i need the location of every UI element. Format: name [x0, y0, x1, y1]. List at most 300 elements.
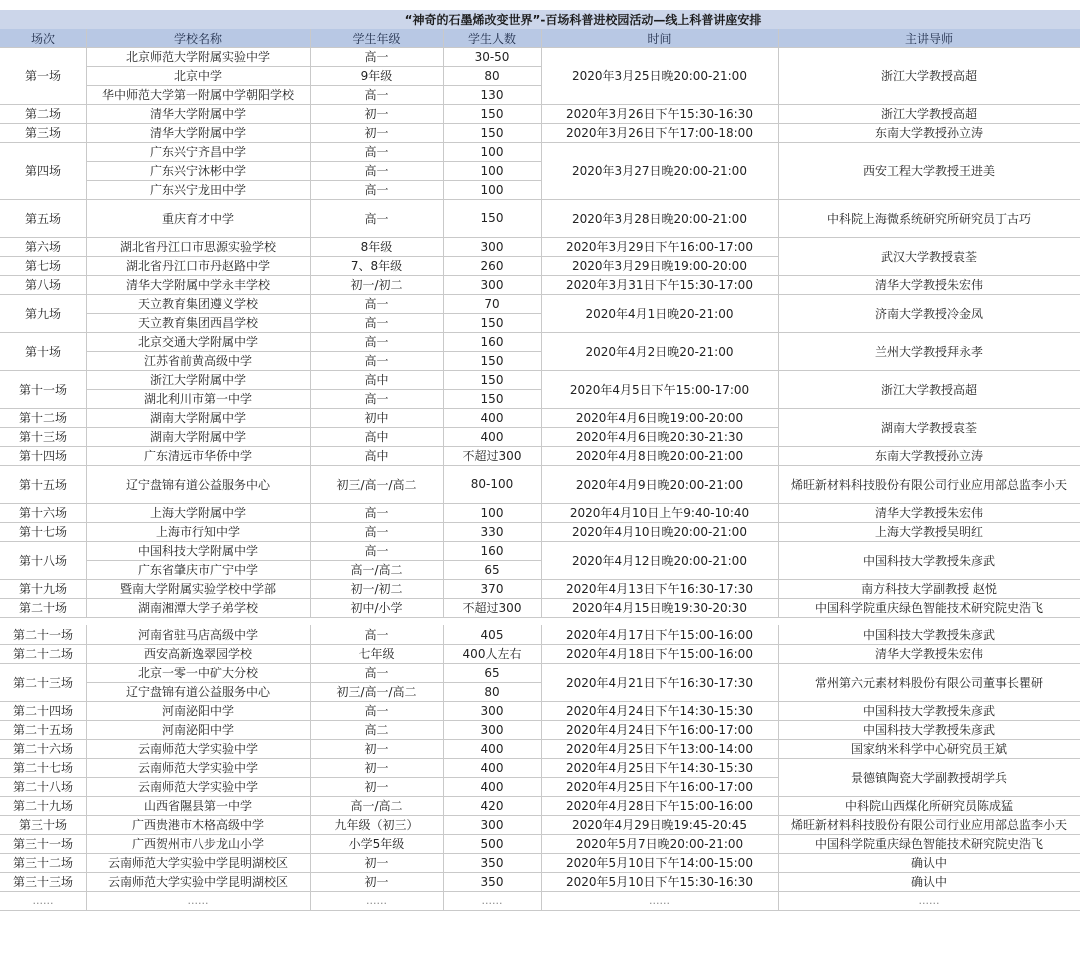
grid-line	[443, 720, 444, 739]
time-cell: 2020年4月2日晚20-21:00	[585, 344, 734, 359]
student-count: 150	[480, 315, 504, 330]
school-name: 河南泌阳中学	[161, 723, 234, 737]
student-count: 500	[480, 836, 504, 851]
school-name: 西安高新逸翠园学校	[143, 647, 252, 661]
grid-line	[778, 739, 779, 758]
grid-line	[86, 313, 541, 314]
grid-line	[86, 834, 87, 853]
grid-line	[86, 701, 87, 720]
student-count: 400	[480, 779, 504, 794]
grid-line	[778, 408, 779, 427]
mentor-cell: 清华大学教授朱宏伟	[874, 506, 983, 520]
grid-line	[310, 644, 311, 663]
session-label: 第十二场	[18, 411, 67, 425]
grid-line	[778, 644, 779, 663]
grade-cell: 初一/初二	[350, 278, 403, 292]
grade-cell: 初一	[364, 126, 389, 140]
student-count: 160	[480, 543, 504, 558]
grid-line	[541, 294, 542, 332]
session-label: 第四场	[24, 164, 61, 178]
time-cell: 2020年4月12日晚20:00-21:00	[572, 553, 747, 568]
grid-line	[778, 777, 779, 796]
grid-line	[778, 758, 779, 777]
mentor-cell: 烯旺新材料科技股份有限公司行业应用部总监李小天	[790, 477, 1067, 492]
grid-line	[443, 579, 444, 598]
grid-line	[778, 625, 779, 644]
mentor-cell: 南方科技大学副教授 赵悦	[861, 582, 997, 596]
grid-line	[778, 891, 779, 910]
grid-line	[86, 256, 87, 275]
time-cell: 2020年3月29日晚19:00-20:00	[572, 259, 747, 273]
grid-line	[310, 522, 311, 541]
mentor-cell: 浙江大学教授高超	[880, 69, 977, 83]
grid-line	[310, 237, 311, 256]
student-count: 100	[480, 144, 504, 159]
student-count: 300	[480, 703, 504, 718]
time-cell: 2020年3月26日下午15:30-16:30	[566, 107, 753, 121]
grade-cell: 9年级	[360, 69, 393, 83]
grid-line	[443, 663, 444, 701]
grade-cell: 初中/小学	[350, 601, 403, 615]
grid-line	[310, 104, 311, 123]
grid-line	[541, 701, 542, 720]
session-label: 第二十八场	[12, 780, 73, 794]
grid-line	[310, 427, 311, 446]
grade-cell: 高中	[364, 430, 389, 444]
student-count: 400	[480, 429, 504, 444]
mentor-cell: 东南大学教授孙立涛	[874, 126, 983, 140]
grid-line	[443, 891, 444, 910]
grade-cell: 初一	[364, 742, 389, 756]
time-cell: 2020年3月27日晚20:00-21:00	[572, 164, 747, 178]
time-cell: 2020年4月21日下午16:30-17:30	[566, 675, 753, 690]
grade-cell: 高一	[364, 145, 389, 159]
school-name: 清华大学附属中学	[149, 126, 246, 140]
school-name: 广西贺州市八步龙山小学	[131, 837, 264, 851]
session-label: 第二十四场	[12, 704, 73, 718]
grid-line	[86, 682, 541, 683]
grid-line	[778, 815, 779, 834]
mentor-cell: 浙江大学教授高超	[880, 382, 977, 397]
mentor-cell: 中国科学院重庆绿色智能技术研究院史浩飞	[814, 837, 1043, 851]
grid-line	[443, 465, 444, 503]
student-count: 65	[484, 562, 500, 577]
grid-line	[310, 541, 311, 579]
school-name: 中国科技大学附属中学	[137, 544, 258, 558]
grid-line	[541, 237, 542, 256]
grid-line	[86, 503, 87, 522]
grid-line	[443, 872, 444, 891]
mentor-cell: 中科院上海微系统研究所研究员丁古巧	[826, 211, 1031, 226]
grid-line	[310, 446, 311, 465]
grid-line	[778, 834, 779, 853]
grid-line	[541, 104, 542, 123]
session-label: 第五场	[24, 211, 61, 226]
grid-line	[310, 663, 311, 701]
grid-line	[541, 332, 542, 370]
grid-line	[86, 199, 87, 237]
school-name: 江苏省前黄高级中学	[143, 354, 252, 368]
mentor-cell: 济南大学教授冷金凤	[874, 306, 983, 321]
time-cell: 2020年4月25日下午16:00-17:00	[566, 780, 753, 794]
grid-line	[443, 29, 444, 47]
grid-line	[310, 796, 311, 815]
grid-line	[443, 256, 444, 275]
grid-line	[443, 408, 444, 427]
mentor-cell: 中国科技大学教授朱彦武	[862, 704, 995, 718]
grade-cell: 7、8年级	[350, 259, 403, 273]
grade-cell: 小学5年级	[348, 837, 405, 851]
session-label: 第二十三场	[12, 675, 73, 690]
time-cell: 2020年4月29日晚19:45-20:45	[572, 818, 747, 832]
grid-line	[86, 541, 87, 579]
grid-line	[0, 617, 778, 618]
grid-line	[541, 256, 542, 275]
grid-line	[86, 351, 541, 352]
student-count: 80-100	[470, 477, 514, 491]
grid-line	[541, 644, 542, 663]
mentor-cell: 浙江大学教授高超	[880, 107, 977, 121]
school-name: 云南师范大学实验中学	[137, 742, 258, 756]
grid-line	[86, 29, 87, 47]
student-count: 150	[480, 106, 504, 121]
grid-line	[778, 123, 779, 142]
time-cell: 2020年4月13日下午16:30-17:30	[566, 582, 753, 596]
grid-line	[310, 598, 311, 617]
grid-line	[443, 758, 444, 777]
grid-line	[86, 294, 87, 332]
grade-cell: 高一	[364, 354, 389, 368]
grid-line	[778, 853, 779, 872]
grade-cell: 高一	[364, 88, 389, 102]
session-label: 第六场	[24, 240, 61, 254]
grid-line	[443, 104, 444, 123]
school-name: 云南师范大学实验中学	[137, 780, 258, 794]
school-name: 华中师范大学第一附属中学朝阳学校	[101, 88, 294, 102]
grid-line	[541, 541, 542, 579]
header-grade: 学生年级	[352, 31, 401, 46]
grid-line	[778, 910, 1080, 911]
grid-line	[778, 29, 779, 47]
grid-line	[541, 427, 542, 446]
grid-line	[778, 446, 779, 465]
mentor-cell: 清华大学教授朱宏伟	[874, 647, 983, 661]
session-label: 第二十场	[18, 601, 67, 615]
grid-line	[541, 872, 542, 891]
time-cell: 2020年4月25日下午14:30-15:30	[566, 761, 753, 775]
grade-cell: 高一	[364, 704, 389, 718]
mentor-cell: 中国科技大学教授朱彦武	[862, 723, 995, 737]
grid-line	[310, 739, 311, 758]
grade-cell: 初一	[364, 107, 389, 121]
grade-cell: 高一	[364, 164, 389, 178]
time-cell: 2020年4月24日下午14:30-15:30	[566, 704, 753, 718]
grid-line	[443, 199, 444, 237]
grade-cell: 高一	[364, 666, 389, 680]
student-count: 300	[480, 817, 504, 832]
grid-line	[541, 891, 542, 910]
grid-line	[778, 522, 779, 541]
grid-line	[443, 739, 444, 758]
grid-line	[310, 758, 311, 777]
grade-cell: 初一	[364, 761, 389, 775]
mentor-cell: 上海大学教授吴明红	[874, 525, 983, 539]
header-row	[0, 29, 1080, 47]
grade-cell: 初三/高一/高二	[336, 477, 417, 492]
grid-line	[310, 853, 311, 872]
grid-line	[443, 237, 444, 256]
time-cell: 2020年4月25日下午13:00-14:00	[566, 742, 753, 756]
school-name: 北京一零一中矿大分校	[137, 666, 258, 680]
student-count: 65	[484, 665, 500, 680]
grid-line	[541, 777, 542, 796]
grade-cell: 初三/高一/高二	[336, 685, 417, 699]
time-cell: 2020年4月6日晚19:00-20:00	[575, 411, 744, 425]
grade-cell: 高中	[364, 373, 389, 387]
grid-line	[778, 503, 779, 522]
grid-line	[86, 739, 87, 758]
grade-cell: 高一	[364, 183, 389, 197]
time-cell: 2020年4月1日晚20-21:00	[585, 306, 734, 321]
grid-line	[310, 777, 311, 796]
grade-cell: 七年级	[358, 647, 395, 661]
grade-cell: 8年级	[360, 240, 393, 254]
student-count: 150	[480, 353, 504, 368]
grid-line	[86, 815, 87, 834]
grid-line	[778, 598, 779, 617]
school-name: ......	[187, 894, 209, 907]
mentor-cell: 东南大学教授孙立涛	[874, 449, 983, 463]
mentor-cell: 兰州大学教授拜永孝	[874, 344, 983, 359]
grade-cell: 高一	[364, 335, 389, 349]
session-label: 第十场	[24, 344, 61, 359]
grid-line	[778, 104, 779, 123]
grid-line	[86, 161, 541, 162]
grid-line	[310, 294, 311, 332]
student-count: 400	[480, 760, 504, 775]
session-label: 第二十七场	[12, 761, 73, 775]
school-name: 上海大学附属中学	[149, 506, 246, 520]
grid-line	[778, 275, 779, 294]
grid-line	[443, 332, 444, 370]
grid-line	[86, 853, 87, 872]
grid-line	[86, 275, 87, 294]
grid-line	[541, 796, 542, 815]
grid-line	[541, 522, 542, 541]
grid-line	[778, 332, 779, 370]
grid-line	[541, 853, 542, 872]
grade-cell: ......	[366, 894, 387, 907]
grid-line	[86, 47, 87, 104]
grid-line	[541, 465, 542, 503]
student-count: 150	[480, 125, 504, 140]
grid-line	[778, 663, 779, 701]
grid-line	[86, 389, 541, 390]
time-cell: 2020年4月10日晚20:00-21:00	[572, 525, 747, 539]
grid-line	[778, 199, 779, 237]
school-name: 浙江大学附属中学	[149, 373, 246, 387]
student-count: 70	[484, 296, 500, 311]
grid-line	[778, 579, 779, 598]
student-count: 100	[480, 163, 504, 178]
grid-line	[541, 663, 542, 701]
grid-line	[541, 834, 542, 853]
session-label: 第三十二场	[12, 856, 73, 870]
grid-line	[541, 815, 542, 834]
student-count: 400	[480, 410, 504, 425]
school-name: 湖南大学附属中学	[149, 430, 246, 444]
grid-line	[310, 256, 311, 275]
grid-line	[86, 758, 87, 777]
student-count: 350	[480, 855, 504, 870]
school-name: 北京中学	[173, 69, 222, 83]
time-cell: 2020年5月7日晚20:00-21:00	[575, 837, 744, 851]
grade-cell: 高中	[364, 449, 389, 463]
grid-line	[86, 598, 87, 617]
student-count: 350	[480, 874, 504, 889]
mentor-cell: 清华大学教授朱宏伟	[874, 278, 983, 292]
student-count: 300	[480, 277, 504, 292]
school-name: 广西贵港市木格高级中学	[131, 818, 264, 832]
grade-cell: 高一	[364, 50, 389, 64]
mentor-cell: 常州第六元素材料股份有限公司董事长瞿研	[814, 675, 1043, 690]
time-cell: 2020年3月29日下午16:00-17:00	[566, 240, 753, 254]
session-label: 第一场	[24, 69, 61, 83]
grid-line	[86, 237, 87, 256]
grid-line	[86, 85, 541, 86]
school-name: 清华大学附属中学	[149, 107, 246, 121]
grid-line	[541, 47, 542, 104]
time-cell: 2020年3月25日晚20:00-21:00	[572, 69, 747, 83]
student-count: 400	[480, 741, 504, 756]
session-label: 第三场	[24, 126, 61, 140]
grid-line	[86, 180, 541, 181]
student-count: ......	[481, 894, 503, 907]
mentor-cell: 中国科技大学教授朱彦武	[862, 553, 995, 568]
grid-line	[0, 47, 1080, 48]
grid-line	[541, 598, 542, 617]
mentor-cell: 中国科技大学教授朱彦武	[862, 628, 995, 642]
school-name: 河南省驻马店高级中学	[137, 628, 258, 642]
header-session: 场次	[30, 31, 55, 46]
grid-line	[86, 872, 87, 891]
grid-line	[310, 370, 311, 408]
grid-line	[778, 142, 779, 199]
grid-line	[86, 332, 87, 370]
session-label: 第九场	[24, 306, 61, 321]
grid-line	[86, 644, 87, 663]
grid-line	[443, 427, 444, 446]
grade-cell: 高一/高二	[350, 799, 403, 813]
grid-line	[778, 294, 779, 332]
session-label: 第十五场	[18, 477, 67, 492]
grid-line	[310, 199, 311, 237]
time-cell: ......	[649, 894, 670, 907]
session-label: 第二场	[24, 107, 61, 121]
grid-line	[778, 465, 779, 503]
school-name: 云南师范大学实验中学	[137, 761, 258, 775]
grid-line	[778, 256, 779, 275]
student-count: 400人左右	[462, 647, 522, 661]
grid-line	[310, 720, 311, 739]
time-cell: 2020年4月5日下午15:00-17:00	[569, 382, 750, 397]
grid-line	[778, 720, 779, 739]
school-name: 广东兴宁齐昌中学	[149, 145, 246, 159]
mentor-cell: 国家纳米科学中心研究员王斌	[850, 742, 1007, 756]
grid-line	[443, 644, 444, 663]
school-name: 辽宁盘锦有道公益服务中心	[125, 477, 270, 492]
student-count: 260	[480, 258, 504, 273]
school-name: 湖北省丹江口市思源实验学校	[119, 240, 276, 254]
grid-line	[310, 701, 311, 720]
title-left-cell	[0, 10, 86, 29]
school-name: 河南泌阳中学	[161, 704, 234, 718]
school-name: 广东清远市华侨中学	[143, 449, 252, 463]
mentor-cell: 中国科学院重庆绿色智能技术研究院史浩飞	[814, 601, 1043, 615]
time-cell: 2020年3月26日下午17:00-18:00	[566, 126, 753, 140]
time-cell: 2020年4月17日下午15:00-16:00	[566, 628, 753, 642]
grid-line	[86, 427, 87, 446]
school-name: 清华大学附属中学永丰学校	[125, 278, 270, 292]
session-label: 第二十六场	[12, 742, 73, 756]
grid-line	[443, 796, 444, 815]
grid-line	[541, 739, 542, 758]
school-name: 广东兴宁龙田中学	[149, 183, 246, 197]
session-label: 第三十三场	[12, 875, 73, 889]
session-label: 第二十五场	[12, 723, 73, 737]
school-name: 湖北省丹江口市丹赵路中学	[125, 259, 270, 273]
grid-line	[443, 834, 444, 853]
school-name: 暨南大学附属实验学校中学部	[119, 582, 276, 596]
student-count: 300	[480, 239, 504, 254]
grid-line	[541, 579, 542, 598]
grid-line	[86, 720, 87, 739]
grid-line	[778, 47, 779, 104]
grade-cell: 高一/高二	[350, 563, 403, 577]
grid-line	[310, 815, 311, 834]
school-name: 湖南湘潭大学子弟学校	[137, 601, 258, 615]
header-count: 学生人数	[467, 31, 516, 46]
grid-line	[310, 891, 311, 910]
school-name: 上海市行知中学	[155, 525, 240, 539]
student-count: 不超过300	[462, 601, 522, 615]
session-label: 第十一场	[18, 382, 67, 397]
session-label: 第十四场	[18, 449, 67, 463]
grid-line	[86, 777, 87, 796]
mentor-cell: 烯旺新材料科技股份有限公司行业应用部总监李小天	[790, 818, 1067, 832]
grid-line	[541, 199, 542, 237]
grid-line	[310, 332, 311, 370]
grid-line	[778, 370, 779, 408]
grid-line	[443, 47, 444, 104]
grid-line	[310, 275, 311, 294]
session-label: 第二十二场	[12, 647, 73, 661]
mentor-cell: 确认中	[910, 875, 947, 889]
student-count: 100	[480, 505, 504, 520]
student-count: 150	[480, 391, 504, 406]
student-count: 330	[480, 524, 504, 539]
grade-cell: 高一	[364, 316, 389, 330]
time-cell: 2020年4月9日晚20:00-21:00	[575, 477, 744, 492]
grid-line	[443, 541, 444, 579]
mentor-cell: 武汉大学教授袁荃	[880, 249, 977, 264]
time-cell: 2020年4月8日晚20:00-21:00	[575, 449, 744, 463]
mentor-cell: 西安工程大学教授王进美	[862, 164, 995, 178]
student-count: 300	[480, 722, 504, 737]
grid-line	[443, 275, 444, 294]
time-cell: 2020年4月10日上午9:40-10:40	[569, 506, 750, 520]
school-name: 辽宁盘锦有道公益服务中心	[125, 685, 270, 699]
